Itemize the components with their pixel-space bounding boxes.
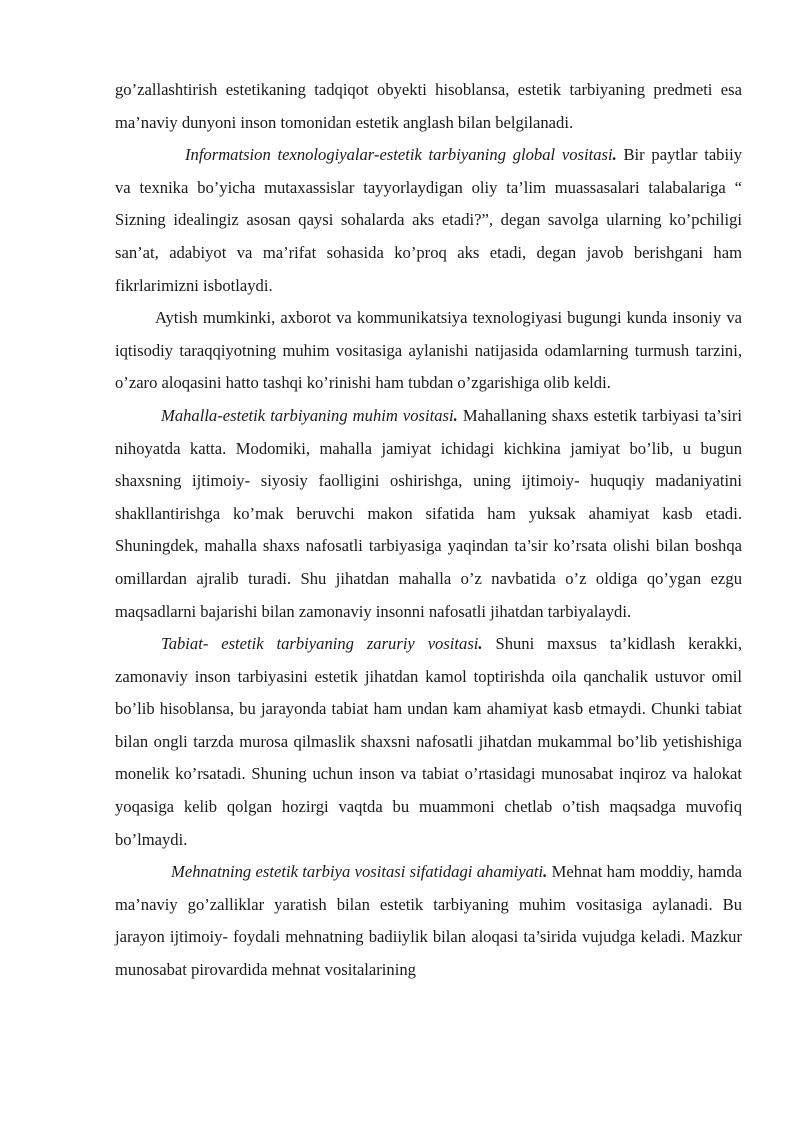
paragraph-tabiat [115, 628, 742, 856]
paragraph-intro [115, 74, 742, 139]
paragraph-text: Shuni maxsus ta’kidlash kerakki, zamonaviy inson tarbiyasini estetik jihatdan kamol toptirishda oila qanchalik ustuvor omil bo’lib hisoblansa, bu jarayonda tabiat ham undan kam ahamiyat kasb etmaydi. Chunki tabiat bilan ongli tarzda murosa qilmaslik shaxsni nafosatli jihatdan mukammal bo’lib yetishishiga monelik ko’rsatadi. Shuning uchun inson va tabiat o’rtasidagi munosabat inqiroz va halokat yoqasiga kelib qolgan hozirgi vaqtda bu muammoni chetlab o’tish maqsadga muvofiq bo’lmaydi. [115, 634, 742, 849]
heading-dot: . [543, 862, 548, 882]
paragraph-informatsion [115, 139, 742, 302]
section-heading-mahalla: Mahalla-estetik tarbiyaning muhim vositasi [161, 405, 454, 425]
document-page [115, 74, 742, 987]
heading-dot: . [478, 634, 483, 654]
section-heading-informatsion: Informatsion texnologiyalar-estetik tarbiyaning global vositasi [185, 145, 613, 165]
paragraph-text: Mehnat ham moddiy, hamda ma’naviy go’zalliklar yaratish bilan estetik tarbiyaning muhim vositasiga aylanadi. Bu jarayon ijtimoiy- foydali mehnatning badiiylik bilan aloqasi ta’sirida vujudga keladi. Mazkur munosabat pirovardida mehnat vositalarining [115, 862, 742, 980]
paragraph-text: Aytish mumkinki, axborot va kommunikatsiya texnologiyasi bugungi kunda insoniy va iqtisodiy taraqqiyotning muhim vositasiga aylanishi natijasida odamlarning turmush tarzini, o’zaro aloqasini hatto tashqi ko’rinishi ham tubdan o’zgarishiga olib keldi. [115, 308, 742, 393]
paragraph-text: go’zallashtirish estetikaning tadqiqot obyekti hisoblansa, estetik tarbiyaning predmeti esa ma’naviy dunyoni inson tomonidan estetik anglash bilan belgilanadi. [115, 80, 742, 132]
section-heading-tabiat: Tabiat- estetik tarbiyaning zaruriy vositasi [161, 634, 479, 654]
section-heading-mehnat: Mehnatning estetik tarbiya vositasi sifatidagi ahamiyati [171, 862, 544, 882]
heading-dot: . [612, 145, 617, 165]
paragraph-text: Bir paytlar tabiiy va texnika bo’yicha mutaxassislar tayyorlaydigan oliy ta’lim muassasalari talabalariga “ Sizning idealingiz asosan qaysi sohalarda aks etadi?”, degan savolga ularning ko’pchiligi san’at, adabiyot va ma’rifat sohasida ko’proq aks etadi, degan javob berishgani ham fikrlarimizni isbotlaydi. [115, 145, 742, 295]
paragraph-axborot [115, 302, 742, 400]
paragraph-mehnat [115, 856, 742, 986]
paragraph-mahalla [115, 400, 742, 628]
heading-dot: . [453, 405, 458, 425]
paragraph-text: Mahallaning shaxs estetik tarbiyasi ta’siri nihoyatda katta. Modomiki, mahalla jamiyat ichidagi kichkina jamiyat bo’lib, u bugun shaxsning ijtimoiy- siyosiy faolligini oshirishga, uning ijtimoiy- huquqiy madaniyatini shakllantirishga ko’mak beruvchi makon sifatida ham yuksak ahamiyat kasb etadi. Shuningdek, mahalla shaxs nafosatli tarbiyasiga yaqindan ta’sir ko’rsata olishi bilan boshqa omillardan ajralib turadi. Shu jihatdan mahalla o’z navbatida o’z oldiga qo’ygan ezgu maqsadlarni bajarishi bilan zamonaviy insonni nafosatli jihatdan tarbiyalaydi. [115, 405, 742, 621]
